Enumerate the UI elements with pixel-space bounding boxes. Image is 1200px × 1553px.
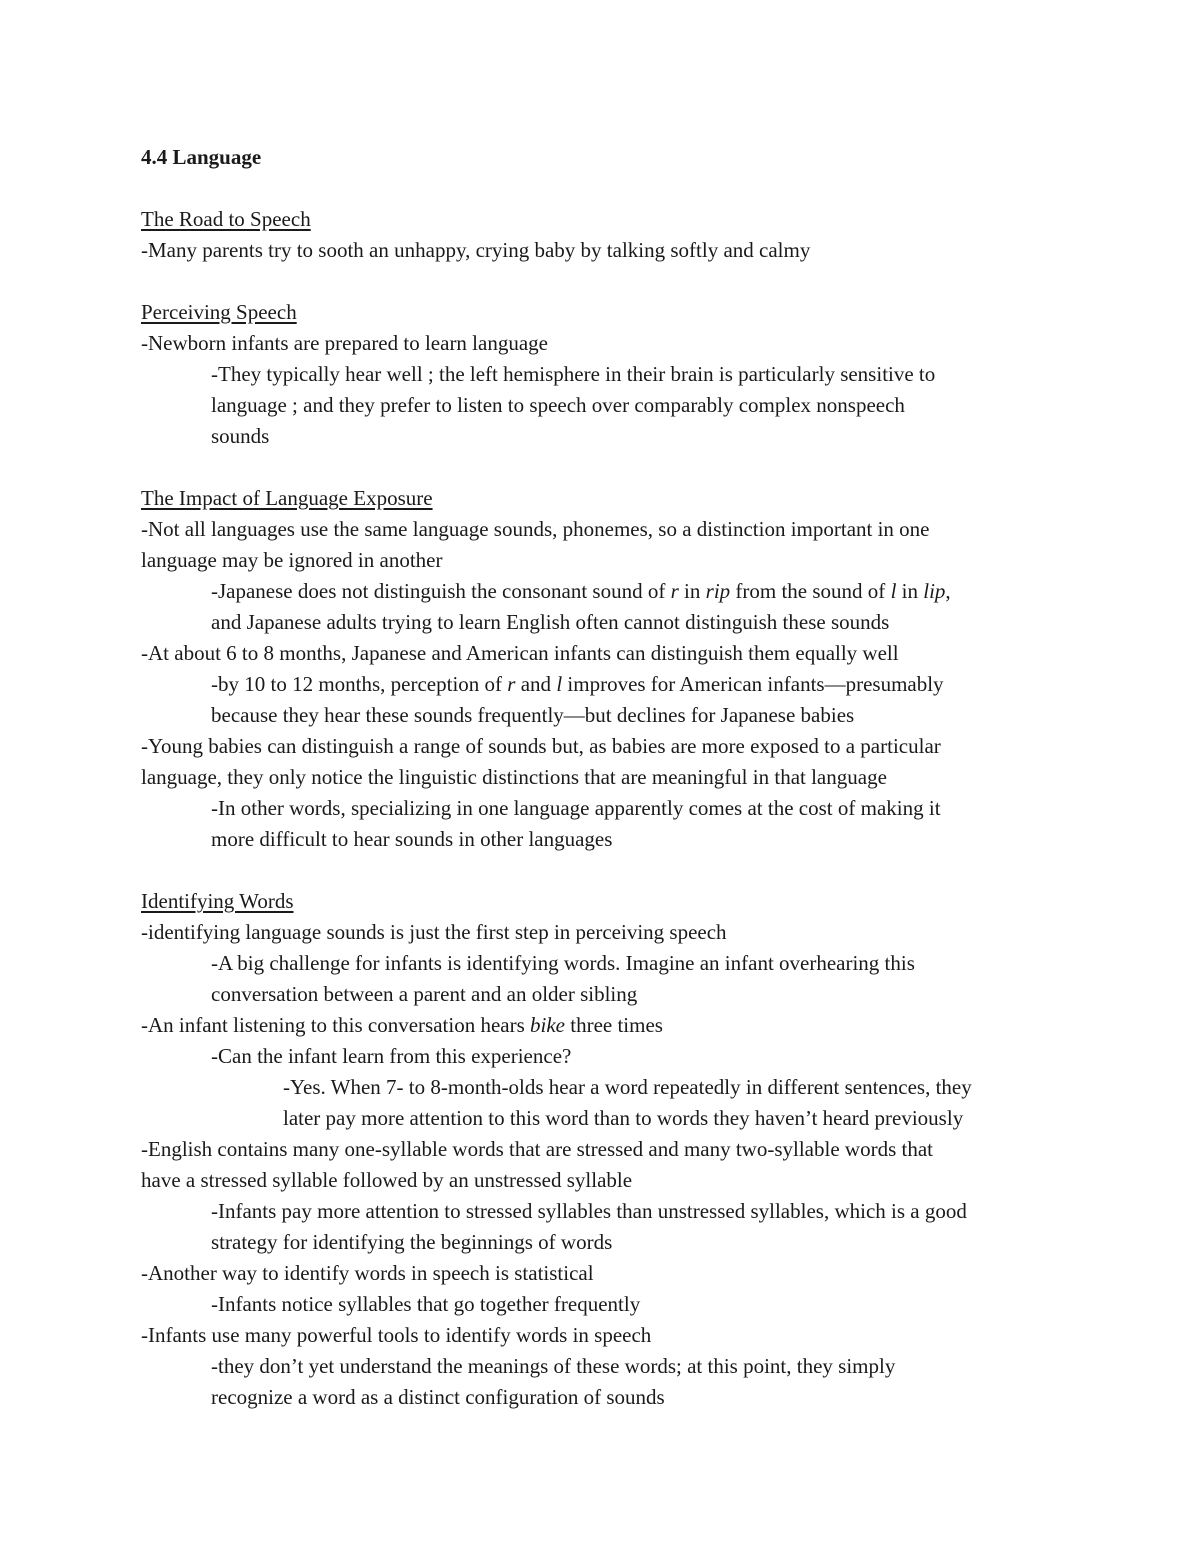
- outline-item-level-1: have a stressed syllable followed by an unstressed syllable: [141, 1168, 633, 1192]
- italic-term: l: [556, 672, 563, 696]
- document-body: [141, 142, 1071, 1413]
- text-run: -An infant listening to this conversation hears: [141, 1013, 531, 1037]
- section-heading: The Road to Speech: [141, 207, 311, 231]
- section-heading: Identifying Words: [141, 889, 294, 913]
- outline-item-level-2: -In other words, specializing in one language apparently comes at the cost of making it: [211, 796, 941, 820]
- outline-item-level-1: -identifying language sounds is just the first step in perceiving speech: [141, 920, 727, 944]
- outline-item-level-2: -they don’t yet understand the meanings of these words; at this point, they simply: [211, 1354, 896, 1378]
- text-run: improves for American infants—presumably: [562, 672, 944, 696]
- text-run: in: [896, 579, 924, 603]
- italic-term: r: [507, 672, 516, 696]
- outline-item-level-2: conversation between a parent and an older sibling: [211, 982, 638, 1006]
- outline-item-level-3: -Yes. When 7- to 8-month-olds hear a word repeatedly in different sentences, they: [283, 1075, 972, 1099]
- text-run: and: [515, 672, 557, 696]
- section: [141, 483, 1071, 855]
- outline-item-level-2: -A big challenge for infants is identifying words. Imagine an infant overhearing this: [211, 951, 915, 975]
- text-run: ,: [945, 579, 951, 603]
- section-heading: The Impact of Language Exposure: [141, 486, 433, 510]
- section: [141, 204, 1071, 266]
- text-run: -Japanese does not distinguish the consonant sound of: [211, 579, 671, 603]
- outline-item-level-1: [141, 1010, 1071, 1041]
- outline-item-level-3: later pay more attention to this word than to words they haven’t heard previously: [283, 1106, 964, 1130]
- section: [141, 886, 1071, 1413]
- outline-item-level-2: and Japanese adults trying to learn English often cannot distinguish these sounds: [211, 610, 890, 634]
- outline-item-level-1: -Many parents try to sooth an unhappy, crying baby by talking softly and calmy: [141, 238, 811, 262]
- outline-item-level-2: [141, 576, 1071, 607]
- spacer: [141, 452, 1071, 483]
- outline-item-level-2: -Can the infant learn from this experience?: [211, 1044, 572, 1068]
- outline-item-level-1: -English contains many one-syllable words that are stressed and many two-syllable words that: [141, 1137, 933, 1161]
- outline-item-level-2: language ; and they prefer to listen to speech over comparably complex nonspeech: [211, 393, 905, 417]
- outline-item-level-2: -They typically hear well ; the left hemisphere in their brain is particularly sensitive to: [211, 362, 936, 386]
- text-run: -by 10 to 12 months, perception of: [211, 672, 508, 696]
- outline-item-level-1: language, they only notice the linguistic distinctions that are meaningful in that language: [141, 765, 887, 789]
- italic-term: bike: [530, 1013, 565, 1037]
- outline-item-level-2: because they hear these sounds frequently—but declines for Japanese babies: [211, 703, 855, 727]
- spacer: [141, 266, 1071, 297]
- outline-item-level-2: recognize a word as a distinct configuration of sounds: [211, 1385, 665, 1409]
- text-run: in: [678, 579, 706, 603]
- italic-term: rip: [705, 579, 731, 603]
- text-run: three times: [565, 1013, 663, 1037]
- italic-term: l: [890, 579, 897, 603]
- text-run: from the sound of: [730, 579, 891, 603]
- outline-item-level-1: -At about 6 to 8 months, Japanese and American infants can distinguish them equally well: [141, 641, 899, 665]
- page-title: 4.4 Language: [141, 145, 262, 169]
- outline-item-level-2: sounds: [211, 424, 270, 448]
- outline-item-level-1: -Infants use many powerful tools to identify words in speech: [141, 1323, 652, 1347]
- outline-item-level-2: [141, 669, 1071, 700]
- section-heading: Perceiving Speech: [141, 300, 297, 324]
- outline-item-level-1: language may be ignored in another: [141, 548, 443, 572]
- outline-item-level-1: -Newborn infants are prepared to learn language: [141, 331, 548, 355]
- italic-term: r: [670, 579, 679, 603]
- outline-item-level-1: -Another way to identify words in speech is statistical: [141, 1261, 594, 1285]
- outline-item-level-1: -Not all languages use the same language sounds, phonemes, so a distinction important in one: [141, 517, 930, 541]
- outline-item-level-2: more difficult to hear sounds in other languages: [211, 827, 613, 851]
- section: [141, 297, 1071, 452]
- spacer: [141, 173, 1071, 204]
- outline-item-level-1: -Young babies can distinguish a range of sounds but, as babies are more exposed to a particular: [141, 734, 941, 758]
- outline-item-level-2: -Infants pay more attention to stressed syllables than unstressed syllables, which is a good: [211, 1199, 967, 1223]
- sections-container: [141, 204, 1071, 1413]
- italic-term: lip: [923, 579, 946, 603]
- outline-item-level-2: strategy for identifying the beginnings of words: [211, 1230, 613, 1254]
- spacer: [141, 855, 1071, 886]
- outline-item-level-2: -Infants notice syllables that go together frequently: [211, 1292, 641, 1316]
